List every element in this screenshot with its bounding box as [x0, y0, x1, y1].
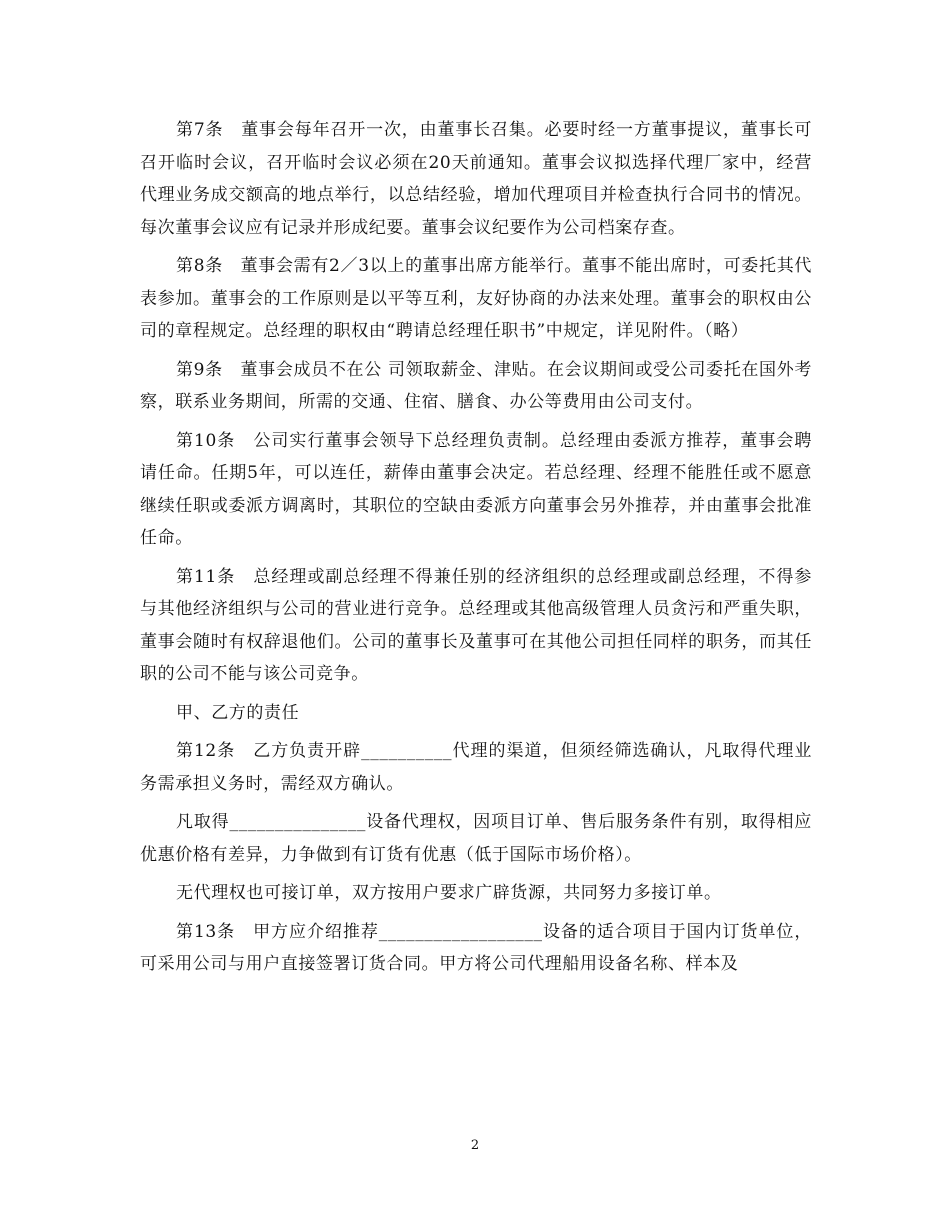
article-13-paragraph: 第13条 甲方应介绍推荐__________________设备的适合项目于国内订货单位，可采用公司与用户直接签署订货合同。甲方将公司代理船用设备名称、样本及: [140, 921, 812, 974]
section-heading: 甲、乙方的责任: [176, 702, 300, 723]
orders-paragraph: 无代理权也可接订单，双方按用户要求广辟货源，共同努力多接订单。: [176, 883, 722, 903]
article-10-paragraph: 第10条 公司实行董事会领导下总经理负责制。总经理由委派方推荐，董事会聘请任命。任期5年，可以连任，薪俸由董事会决定。若总经理、经理不能胜任或不愿意继续任职或委派方调离时，其职位的空缺由委派方向董事会另外推荐，并由董事会批准任命。: [140, 430, 812, 548]
article-11-paragraph: 第11条 总经理或副总经理不得兼任别的经济组织的总经理或副总经理，不得参与其他经济组织与公司的营业进行竞争。总经理或其他高级管理人员贪污和严重失职，董事会随时有权辞退他们。公司的董事长及董事可在其他公司担任同样的职务，而其任职的公司不能与该公司竞争。: [140, 566, 812, 684]
article-7-paragraph: 第7条 董事会每年召开一次，由董事长召集。必要时经一方董事提议，董事长可召开临时会议，召开临时会议必须在20天前通知。董事会议拟选择代理厂家中，经营代理业务成交额高的地点举行，以总结经验，增加代理项目并检查执行合同书的情况。每次董事会议应有记录并形成纪要。董事会议纪要作为公司档案存查。: [140, 120, 812, 238]
article-9-paragraph: 第9条 董事会成员不在公 司领取薪金、津贴。在会议期间或受公司委托在国外考察，联系业务期间，所需的交通、住宿、膳食、办公等费用由公司支付。: [140, 359, 812, 412]
article-8-paragraph: 第8条 董事会需有2／3以上的董事出席方能举行。董事不能出席时，可委托其代表参加。董事会的工作原则是以平等互利，友好协商的办法来处理。董事会的职权由公司的章程规定。总经理的职权由“聘请总经理任职书”中规定，详见附件。（略）: [140, 256, 812, 341]
document-body: [140, 114, 812, 987]
article-12-paragraph: 第12条 乙方负责开辟__________代理的渠道，但须经筛选确认，凡取得代理业务需承担义务时，需经双方确认。: [140, 741, 812, 794]
agency-rights-paragraph: 凡取得_______________设备代理权，因项目订单、售后服务条件有别，取得相应优惠价格有差异，力争做到有订货有优惠（低于国际市场价格）。: [140, 812, 812, 865]
page-number: 2: [470, 1138, 480, 1153]
